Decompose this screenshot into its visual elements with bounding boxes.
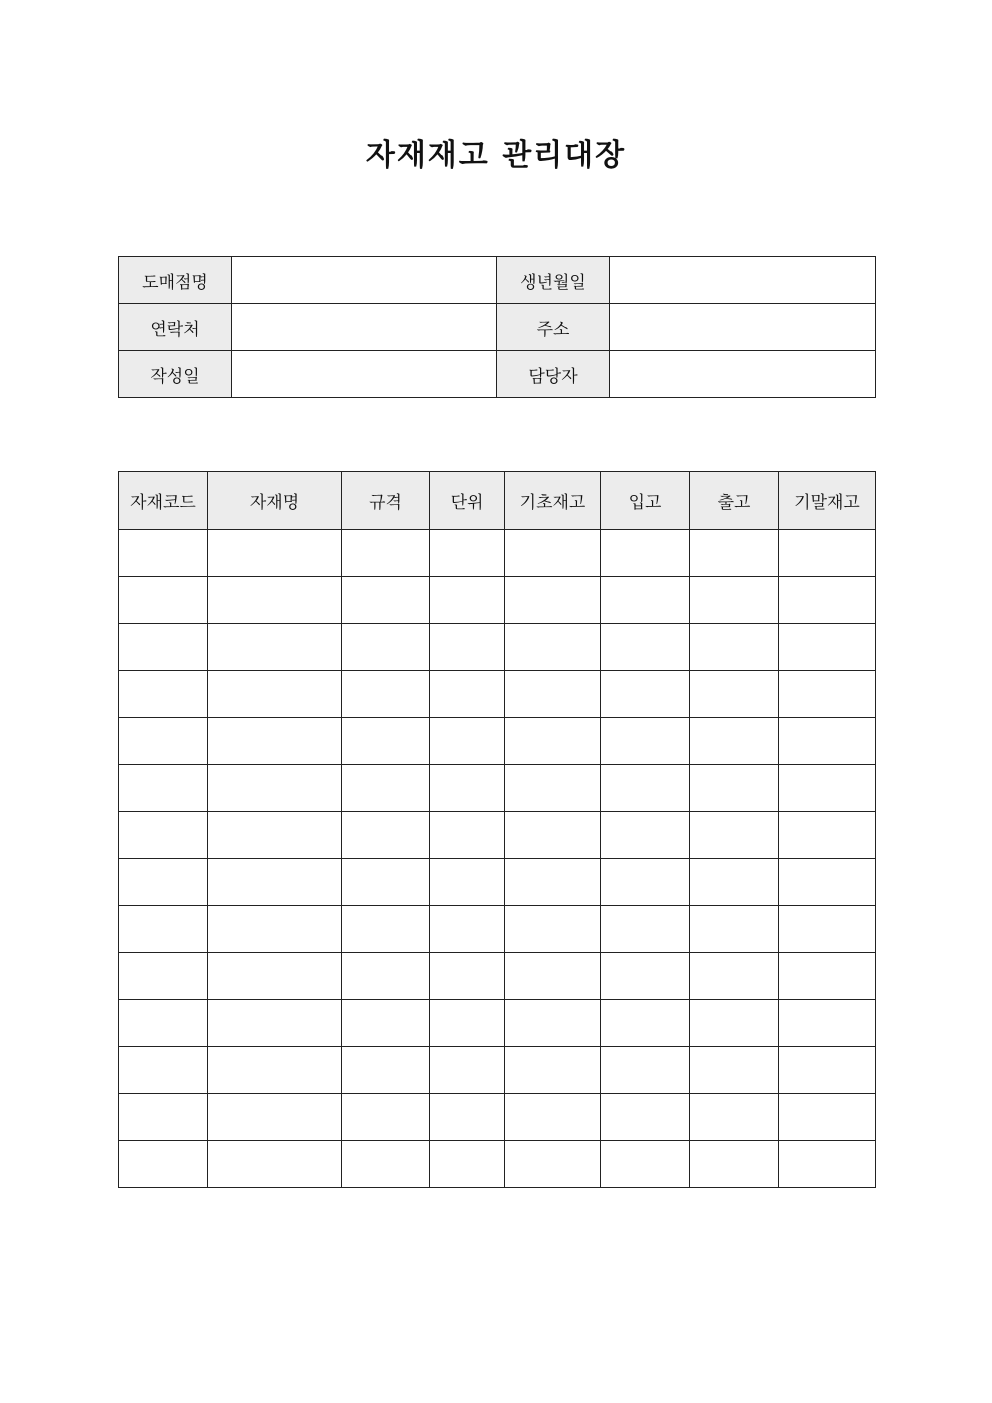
table-cell[interactable] — [505, 1094, 601, 1141]
column-header-unit: 단위 — [430, 472, 505, 530]
table-cell[interactable] — [208, 718, 342, 765]
table-cell[interactable] — [601, 1141, 690, 1188]
table-cell[interactable] — [505, 1000, 601, 1047]
table-cell[interactable] — [342, 624, 430, 671]
column-header-outbound: 출고 — [690, 472, 779, 530]
inventory-table — [118, 471, 876, 1188]
table-cell[interactable] — [119, 671, 208, 718]
table-cell[interactable] — [342, 577, 430, 624]
table-cell[interactable] — [601, 765, 690, 812]
table-cell[interactable] — [342, 718, 430, 765]
table-cell[interactable] — [208, 812, 342, 859]
table-cell[interactable] — [690, 1000, 779, 1047]
table-cell[interactable] — [601, 718, 690, 765]
info-value-cell[interactable] — [232, 257, 497, 304]
table-cell[interactable] — [779, 765, 876, 812]
table-cell[interactable] — [505, 765, 601, 812]
table-cell[interactable] — [208, 906, 342, 953]
table-cell[interactable] — [430, 1000, 505, 1047]
table-row — [119, 624, 876, 671]
table-cell[interactable] — [342, 1094, 430, 1141]
table-cell[interactable] — [779, 812, 876, 859]
table-cell[interactable] — [601, 1094, 690, 1141]
table-cell[interactable] — [505, 577, 601, 624]
table-cell[interactable] — [505, 859, 601, 906]
table-cell[interactable] — [690, 906, 779, 953]
table-row — [119, 577, 876, 624]
info-value-cell[interactable] — [610, 351, 876, 398]
inventory-body — [119, 530, 876, 1188]
table-cell[interactable] — [690, 953, 779, 1000]
info-table — [118, 256, 876, 398]
table-cell[interactable] — [601, 1000, 690, 1047]
table-cell[interactable] — [430, 577, 505, 624]
table-cell[interactable] — [779, 906, 876, 953]
table-cell[interactable] — [430, 1047, 505, 1094]
table-row — [119, 671, 876, 718]
info-value-cell[interactable] — [610, 257, 876, 304]
column-header-spec: 규격 — [342, 472, 430, 530]
info-label: 작성일 — [119, 351, 232, 398]
table-row — [119, 530, 876, 577]
table-cell[interactable] — [430, 953, 505, 1000]
table-cell[interactable] — [119, 1047, 208, 1094]
table-cell[interactable] — [430, 906, 505, 953]
table-cell[interactable] — [690, 1094, 779, 1141]
info-value-cell[interactable] — [232, 351, 497, 398]
inventory-header-row — [119, 472, 876, 530]
table-row — [119, 718, 876, 765]
info-label: 생년월일 — [497, 257, 610, 304]
table-row — [119, 1094, 876, 1141]
table-row — [119, 812, 876, 859]
table-cell[interactable] — [601, 624, 690, 671]
table-cell[interactable] — [430, 671, 505, 718]
table-cell[interactable] — [779, 624, 876, 671]
table-cell[interactable] — [505, 671, 601, 718]
table-cell[interactable] — [119, 953, 208, 1000]
info-row — [119, 304, 876, 351]
table-cell[interactable] — [601, 1047, 690, 1094]
table-cell[interactable] — [430, 859, 505, 906]
info-label: 주소 — [497, 304, 610, 351]
table-cell[interactable] — [505, 1141, 601, 1188]
table-cell[interactable] — [342, 1141, 430, 1188]
info-label: 담당자 — [497, 351, 610, 398]
table-cell[interactable] — [119, 1094, 208, 1141]
table-cell[interactable] — [342, 530, 430, 577]
table-cell[interactable] — [779, 577, 876, 624]
table-row — [119, 765, 876, 812]
table-cell[interactable] — [208, 671, 342, 718]
table-cell[interactable] — [342, 859, 430, 906]
page-title: 자재재고 관리대장 — [365, 138, 627, 173]
column-header-closing-stock: 기말재고 — [779, 472, 876, 530]
table-row — [119, 1141, 876, 1188]
table-cell[interactable] — [690, 718, 779, 765]
table-cell[interactable] — [119, 765, 208, 812]
table-cell[interactable] — [601, 812, 690, 859]
table-cell[interactable] — [601, 577, 690, 624]
table-cell[interactable] — [779, 953, 876, 1000]
table-cell[interactable] — [779, 671, 876, 718]
table-cell[interactable] — [430, 765, 505, 812]
table-cell[interactable] — [779, 1094, 876, 1141]
table-cell[interactable] — [690, 812, 779, 859]
table-cell[interactable] — [119, 1000, 208, 1047]
table-cell[interactable] — [690, 1141, 779, 1188]
table-cell[interactable] — [779, 1047, 876, 1094]
table-cell[interactable] — [505, 624, 601, 671]
table-cell[interactable] — [119, 718, 208, 765]
table-cell[interactable] — [430, 530, 505, 577]
table-cell[interactable] — [690, 530, 779, 577]
table-row — [119, 859, 876, 906]
table-cell[interactable] — [690, 1047, 779, 1094]
table-cell[interactable] — [505, 812, 601, 859]
table-cell[interactable] — [342, 671, 430, 718]
table-cell[interactable] — [119, 577, 208, 624]
column-header-material-code: 자재코드 — [119, 472, 208, 530]
table-cell[interactable] — [430, 1141, 505, 1188]
table-cell[interactable] — [430, 624, 505, 671]
table-cell[interactable] — [208, 577, 342, 624]
column-header-inbound: 입고 — [601, 472, 690, 530]
table-cell[interactable] — [505, 906, 601, 953]
table-cell[interactable] — [208, 1141, 342, 1188]
table-cell[interactable] — [119, 812, 208, 859]
table-cell[interactable] — [779, 1000, 876, 1047]
table-cell[interactable] — [208, 953, 342, 1000]
table-cell[interactable] — [601, 906, 690, 953]
table-cell[interactable] — [342, 906, 430, 953]
table-row — [119, 953, 876, 1000]
table-cell[interactable] — [690, 577, 779, 624]
table-row — [119, 906, 876, 953]
table-row — [119, 1047, 876, 1094]
table-cell[interactable] — [430, 718, 505, 765]
table-cell[interactable] — [119, 530, 208, 577]
table-cell[interactable] — [779, 859, 876, 906]
info-label: 연락처 — [119, 304, 232, 351]
table-cell[interactable] — [342, 953, 430, 1000]
table-cell[interactable] — [208, 624, 342, 671]
info-row — [119, 351, 876, 398]
table-cell[interactable] — [342, 1000, 430, 1047]
info-label: 도매점명 — [119, 257, 232, 304]
table-cell[interactable] — [779, 718, 876, 765]
table-cell[interactable] — [601, 530, 690, 577]
table-cell[interactable] — [119, 1141, 208, 1188]
table-row — [119, 1000, 876, 1047]
table-cell[interactable] — [505, 530, 601, 577]
table-cell[interactable] — [430, 1094, 505, 1141]
table-cell[interactable] — [690, 671, 779, 718]
table-cell[interactable] — [119, 859, 208, 906]
table-cell[interactable] — [208, 859, 342, 906]
column-header-material-name: 자재명 — [208, 472, 342, 530]
table-cell[interactable] — [342, 765, 430, 812]
table-cell[interactable] — [208, 1047, 342, 1094]
table-cell[interactable] — [342, 1047, 430, 1094]
info-value-cell[interactable] — [232, 304, 497, 351]
table-cell[interactable] — [430, 812, 505, 859]
info-value-cell[interactable] — [610, 304, 876, 351]
table-cell[interactable] — [119, 624, 208, 671]
column-header-opening-stock: 기초재고 — [505, 472, 601, 530]
table-cell[interactable] — [779, 1141, 876, 1188]
table-cell[interactable] — [601, 859, 690, 906]
info-row — [119, 257, 876, 304]
table-cell[interactable] — [342, 812, 430, 859]
table-cell[interactable] — [208, 1000, 342, 1047]
table-cell[interactable] — [208, 1094, 342, 1141]
table-cell[interactable] — [601, 953, 690, 1000]
table-cell[interactable] — [601, 671, 690, 718]
table-cell[interactable] — [505, 718, 601, 765]
table-cell[interactable] — [690, 859, 779, 906]
table-cell[interactable] — [505, 953, 601, 1000]
table-cell[interactable] — [690, 765, 779, 812]
table-cell[interactable] — [690, 624, 779, 671]
table-cell[interactable] — [119, 906, 208, 953]
table-cell[interactable] — [779, 530, 876, 577]
table-cell[interactable] — [208, 765, 342, 812]
table-cell[interactable] — [208, 530, 342, 577]
table-cell[interactable] — [505, 1047, 601, 1094]
